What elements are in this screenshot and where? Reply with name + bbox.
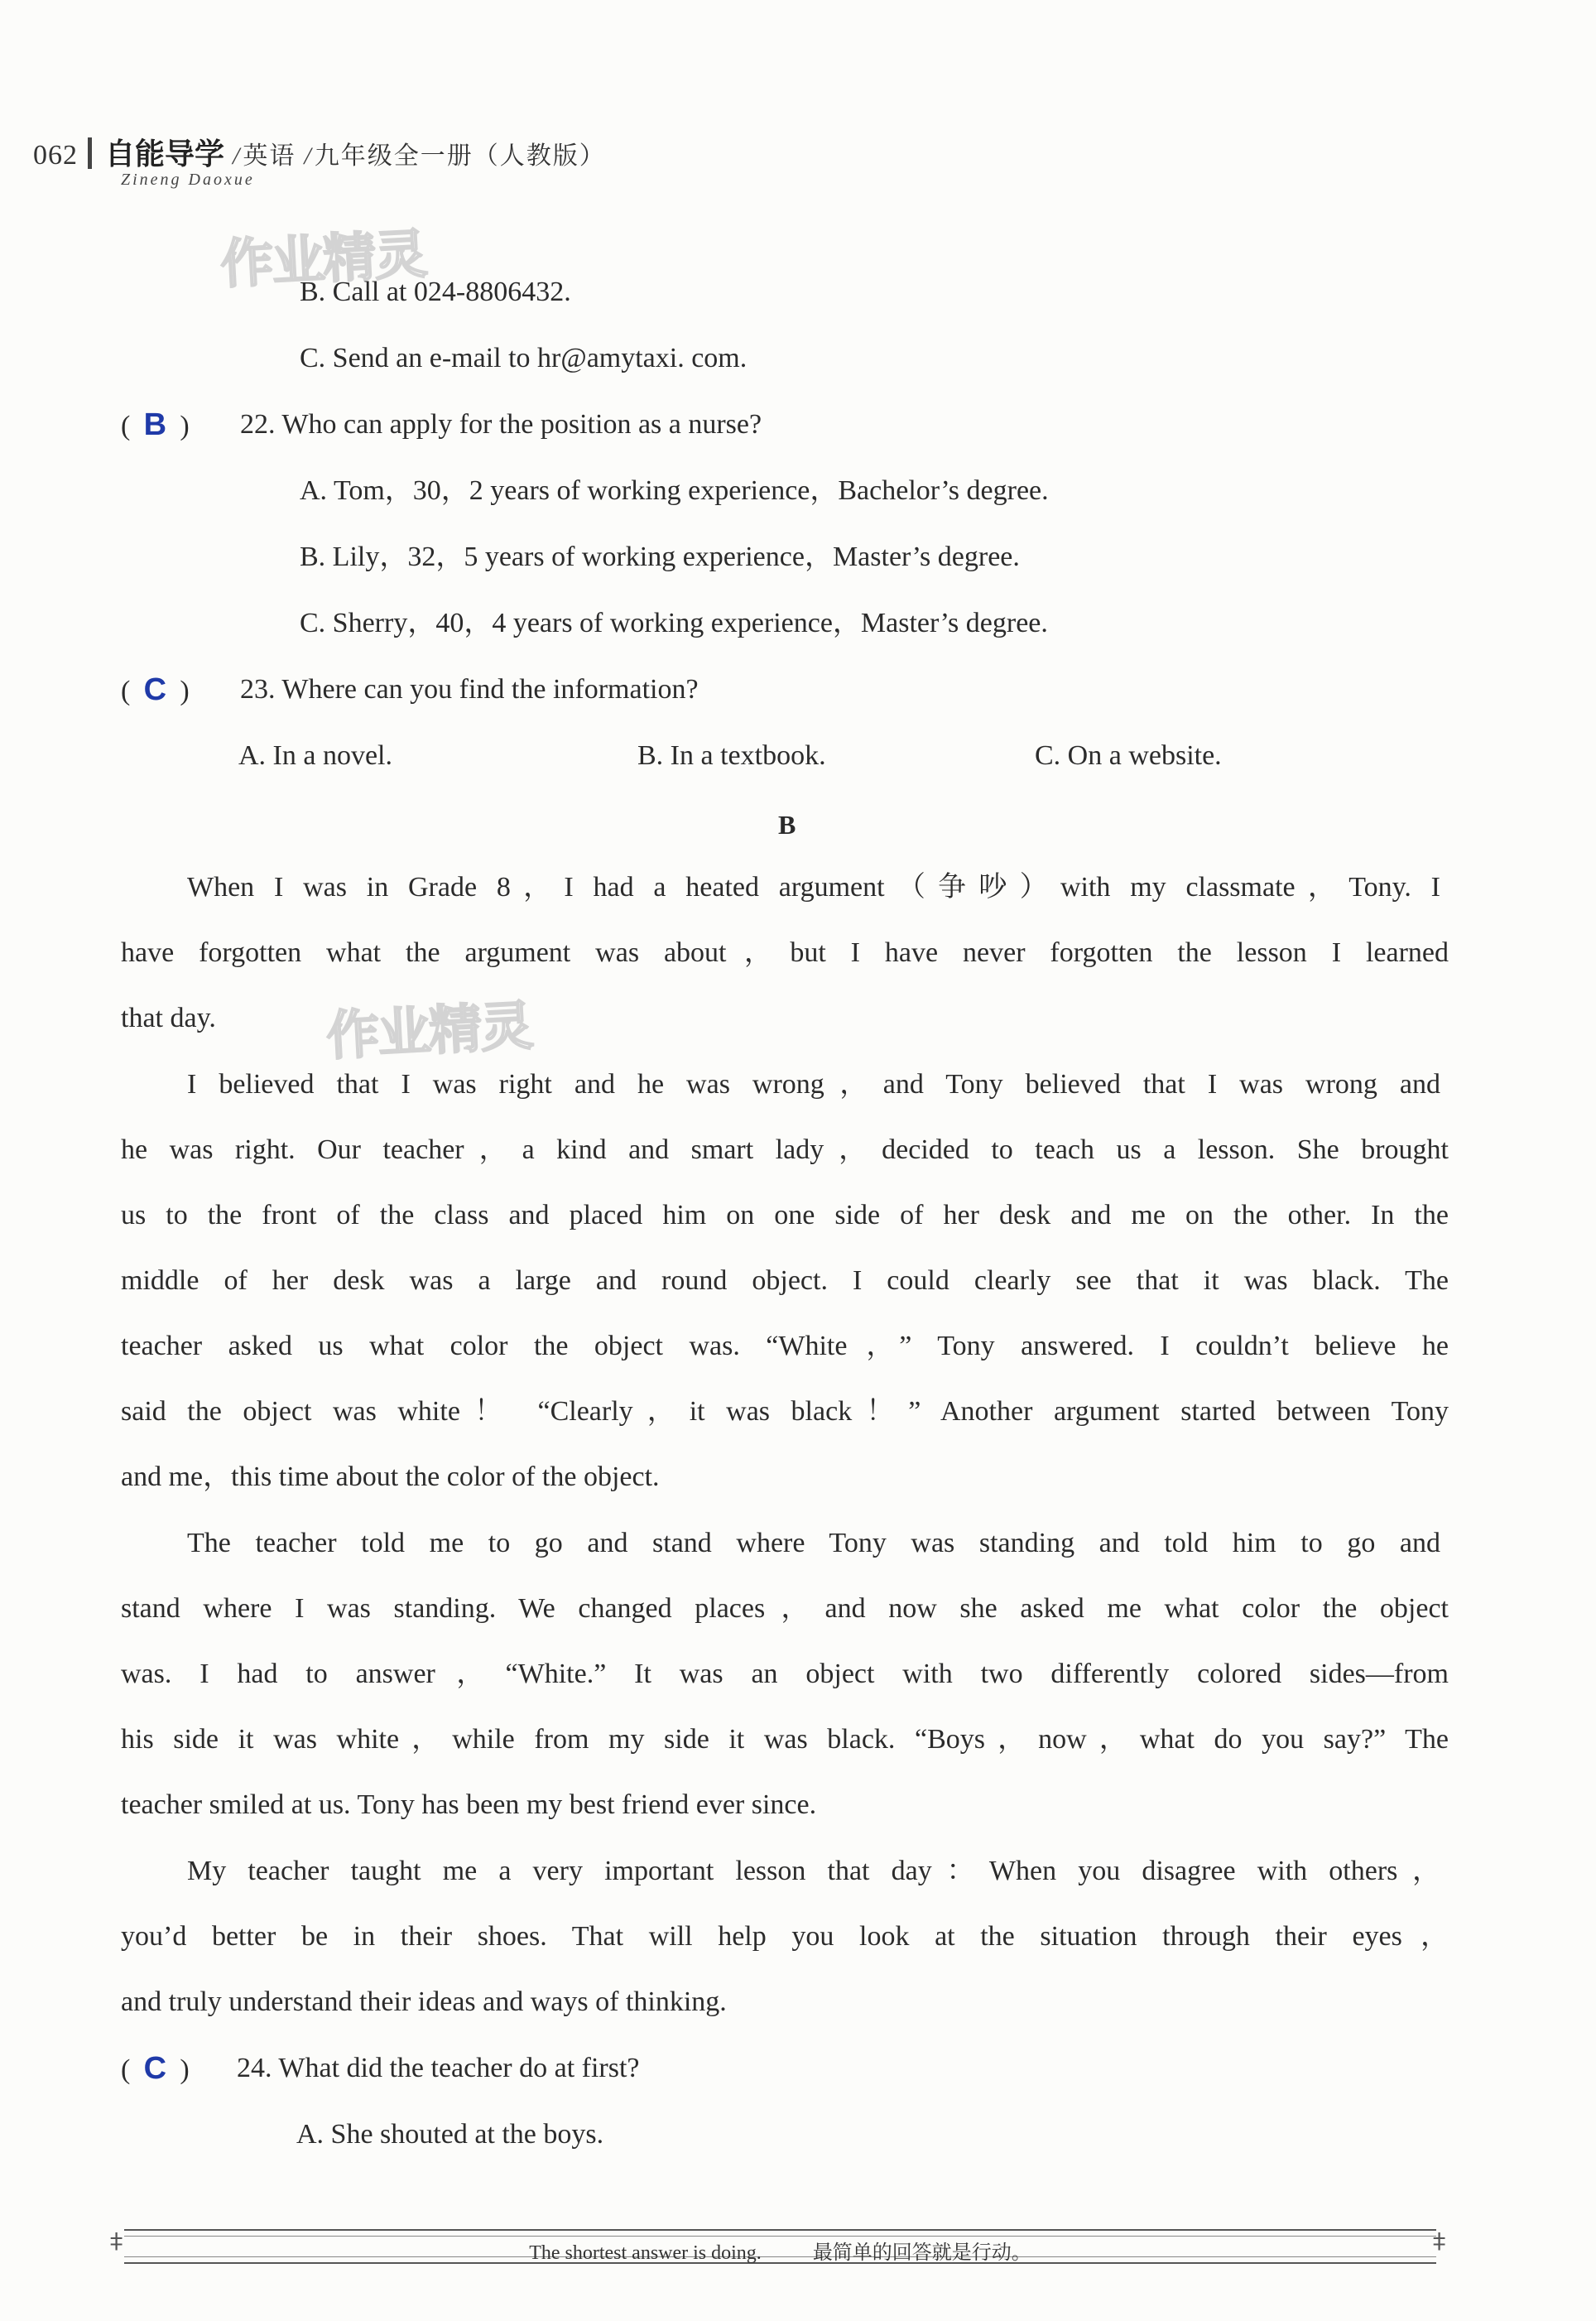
question-23-option-b: B. In a textbook.: [637, 740, 826, 771]
watermark: 作业精灵: [219, 224, 428, 296]
question-23-option-c: C. On a website.: [1035, 740, 1222, 771]
passage-line: I believed that I was right and he was wrong，and Tony believed that I was wrong and: [187, 1069, 1440, 1100]
header-separator: /: [233, 142, 240, 170]
footer-motto-chinese: 最简单的回答就是行动。: [812, 2242, 1031, 2264]
passage-line: teacher asked us what color the object was. “White，” Tony answered. I couldn’t believe he: [121, 1331, 1449, 1361]
footer-motto-english: The shortest answer is doing.: [529, 2242, 762, 2264]
passage-line: us to the front of the class and placed him on one side of her desk and me on the other. In the: [121, 1200, 1449, 1230]
section-title: B: [778, 810, 796, 840]
question-22-answer: B: [143, 407, 167, 442]
question-23-text: 23. Where can you find the information?: [240, 674, 699, 705]
footer-ornament-left-icon: ⧧: [109, 2224, 124, 2257]
passage-line: When I was in Grade 8，I had a heated argument（争吵）with my classmate，Tony. I: [187, 872, 1440, 903]
question-24-text: 24. What did the teacher do at first?: [237, 2053, 640, 2083]
watermark: 作业精灵: [324, 995, 534, 1068]
question-24-answer: C: [143, 2051, 167, 2086]
passage-line: stand where I was standing. We changed places，and now she asked me what color the object: [121, 1593, 1449, 1624]
passage-line: My teacher taught me a very important lesson that day：When you disagree with others，: [187, 1856, 1440, 1886]
bracket-open: (: [121, 2054, 131, 2085]
bracket-close: ): [180, 2054, 190, 2085]
passage-line: that day.: [121, 1003, 216, 1033]
page-number: 062: [33, 140, 78, 171]
header-subject: 英语: [243, 142, 296, 170]
question-22-text: 22. Who can apply for the position as a nurse?: [240, 409, 762, 440]
question-24-answer-box: [121, 2052, 190, 2087]
brand-title: 自能导学: [105, 137, 225, 171]
question-22-answer-box: [121, 408, 190, 443]
passage-line: said the object was white！ “Clearly，it was black！” Another argument started between Tony: [121, 1396, 1449, 1427]
option-21-b: B. Call at 024-8806432.: [300, 277, 571, 307]
question-23-answer-box: [121, 673, 190, 708]
bracket-close: ): [180, 411, 190, 441]
option-21-c: C. Send an e-mail to hr@amytaxi. com.: [300, 343, 748, 373]
page-header: [33, 131, 606, 173]
header-separator: /: [304, 142, 311, 170]
question-22-option-a: A. Tom，30，2 years of working experience，Bachelor’s degree.: [300, 475, 1049, 506]
brand-pinyin: Zineng Daoxue: [121, 171, 255, 189]
passage-line: and me，this time about the color of the object.: [121, 1461, 660, 1492]
passage-line: he was right. Our teacher，a kind and smart lady，decided to teach us a lesson. She brought: [121, 1134, 1449, 1165]
header-divider: [88, 137, 92, 169]
passage-line: teacher smiled at us. Tony has been my best friend ever since.: [121, 1789, 817, 1820]
passage-line: was. I had to answer，“White.” It was an object with two differently colored sides—from: [121, 1659, 1449, 1689]
footer-rule: [124, 2229, 1436, 2264]
passage-line: and truly understand their ideas and ways of thinking.: [121, 1986, 727, 2017]
footer-motto: [124, 2236, 1436, 2265]
question-24-option-a: A. She shouted at the boys.: [296, 2119, 604, 2150]
bracket-open: (: [121, 676, 131, 706]
question-22-option-b: B. Lily，32，5 years of working experience，Master’s degree.: [300, 542, 1020, 572]
header-grade: 九年级全一册（人教版）: [314, 142, 606, 170]
passage-line: his side it was white，while from my side it was black. “Boys，now，what do you say?” The: [121, 1724, 1449, 1755]
question-22-option-c: C. Sherry，40，4 years of working experience，Master’s degree.: [300, 608, 1048, 638]
passage-line: you’d better be in their shoes. That will help you look at the situation through their eyes，: [121, 1921, 1449, 1952]
footer-ornament-right-icon: ⧧: [1432, 2224, 1447, 2257]
passage-line: The teacher told me to go and stand where Tony was standing and told him to go and: [187, 1528, 1440, 1558]
question-23-answer: C: [143, 672, 167, 707]
passage-line: middle of her desk was a large and round object. I could clearly see that it was black. The: [121, 1265, 1449, 1296]
bracket-close: ): [180, 676, 190, 706]
passage-line: have forgotten what the argument was about，but I have never forgotten the lesson I learned: [121, 937, 1449, 968]
bracket-open: (: [121, 411, 131, 441]
question-23-option-a: A. In a novel.: [238, 740, 393, 771]
